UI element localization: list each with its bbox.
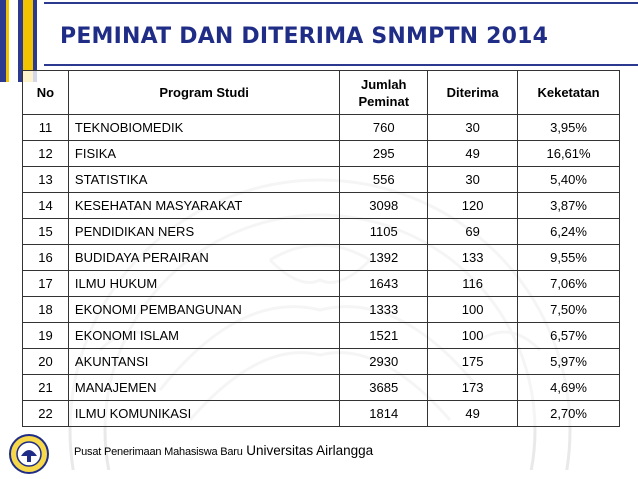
- university-logo-icon: [6, 432, 52, 476]
- stripe: [9, 0, 18, 82]
- cell-keketatan: 4,69%: [518, 375, 620, 401]
- cell-diterima: 49: [428, 401, 518, 427]
- cell-no: 21: [23, 375, 69, 401]
- cell-diterima: 175: [428, 349, 518, 375]
- header-top-rule: [44, 2, 638, 4]
- cell-program: EKONOMI ISLAM: [68, 323, 339, 349]
- cell-diterima: 49: [428, 141, 518, 167]
- cell-peminat: 1814: [340, 401, 428, 427]
- cell-diterima: 69: [428, 219, 518, 245]
- cell-no: 19: [23, 323, 69, 349]
- cell-no: 14: [23, 193, 69, 219]
- table-row: [23, 193, 620, 219]
- cell-diterima: 120: [428, 193, 518, 219]
- table-row: [23, 141, 620, 167]
- table-row: [23, 271, 620, 297]
- cell-program: FISIKA: [68, 141, 339, 167]
- cell-no: 20: [23, 349, 69, 375]
- table-row: [23, 297, 620, 323]
- cell-diterima: 173: [428, 375, 518, 401]
- table-header-row: [23, 71, 620, 115]
- snmptn-table: [22, 70, 620, 427]
- cell-keketatan: 7,50%: [518, 297, 620, 323]
- cell-peminat: 1521: [340, 323, 428, 349]
- cell-keketatan: 2,70%: [518, 401, 620, 427]
- cell-diterima: 30: [428, 115, 518, 141]
- cell-keketatan: 6,57%: [518, 323, 620, 349]
- cell-program: EKONOMI PEMBANGUNAN: [68, 297, 339, 323]
- footer-text: [74, 443, 373, 458]
- table-row: [23, 219, 620, 245]
- header-jumlah-peminat: [340, 71, 428, 115]
- cell-keketatan: 7,06%: [518, 271, 620, 297]
- cell-no: 13: [23, 167, 69, 193]
- cell-no: 17: [23, 271, 69, 297]
- table-row: [23, 245, 620, 271]
- footer-institution: Pusat Penerimaan Mahasiswa Baru: [74, 446, 243, 458]
- cell-keketatan: 16,61%: [518, 141, 620, 167]
- cell-no: 11: [23, 115, 69, 141]
- header-jumlah-line1: Jumlah: [360, 76, 407, 92]
- cell-no: 15: [23, 219, 69, 245]
- cell-peminat: 1105: [340, 219, 428, 245]
- cell-peminat: 3098: [340, 193, 428, 219]
- cell-diterima: 30: [428, 167, 518, 193]
- cell-program: MANAJEMEN: [68, 375, 339, 401]
- table-row: [23, 401, 620, 427]
- cell-diterima: 100: [428, 297, 518, 323]
- header-bottom-rule: [44, 64, 638, 66]
- cell-program: TEKNOBIOMEDIK: [68, 115, 339, 141]
- cell-diterima: 116: [428, 271, 518, 297]
- footer-university: Universitas Airlangga: [246, 443, 374, 458]
- cell-no: 16: [23, 245, 69, 271]
- cell-peminat: 2930: [340, 349, 428, 375]
- cell-keketatan: 3,95%: [518, 115, 620, 141]
- cell-peminat: 1392: [340, 245, 428, 271]
- table-row: [23, 349, 620, 375]
- table-row: [23, 115, 620, 141]
- cell-keketatan: 5,97%: [518, 349, 620, 375]
- header-keketatan: Keketatan: [518, 71, 620, 115]
- header-jumlah-line2: Peminat: [358, 93, 410, 109]
- header-program-studi: Program Studi: [68, 71, 339, 115]
- header-no: No: [23, 71, 69, 115]
- cell-peminat: 3685: [340, 375, 428, 401]
- cell-program: BUDIDAYA PERAIRAN: [68, 245, 339, 271]
- slide-title: PEMINAT DAN DITERIMA SNMPTN 2014: [60, 24, 549, 49]
- cell-program: PENDIDIKAN NERS: [68, 219, 339, 245]
- cell-keketatan: 3,87%: [518, 193, 620, 219]
- cell-keketatan: 9,55%: [518, 245, 620, 271]
- cell-no: 12: [23, 141, 69, 167]
- cell-no: 18: [23, 297, 69, 323]
- table-row: [23, 167, 620, 193]
- cell-peminat: 1333: [340, 297, 428, 323]
- cell-peminat: 295: [340, 141, 428, 167]
- cell-peminat: 760: [340, 115, 428, 141]
- cell-program: AKUNTANSI: [68, 349, 339, 375]
- cell-keketatan: 6,24%: [518, 219, 620, 245]
- header-diterima: Diterima: [428, 71, 518, 115]
- cell-peminat: 1643: [340, 271, 428, 297]
- cell-peminat: 556: [340, 167, 428, 193]
- cell-diterima: 100: [428, 323, 518, 349]
- cell-program: ILMU HUKUM: [68, 271, 339, 297]
- cell-keketatan: 5,40%: [518, 167, 620, 193]
- cell-diterima: 133: [428, 245, 518, 271]
- cell-program: STATISTIKA: [68, 167, 339, 193]
- table-row: [23, 375, 620, 401]
- table-row: [23, 323, 620, 349]
- cell-no: 22: [23, 401, 69, 427]
- cell-program: KESEHATAN MASYARAKAT: [68, 193, 339, 219]
- cell-program: ILMU KOMUNIKASI: [68, 401, 339, 427]
